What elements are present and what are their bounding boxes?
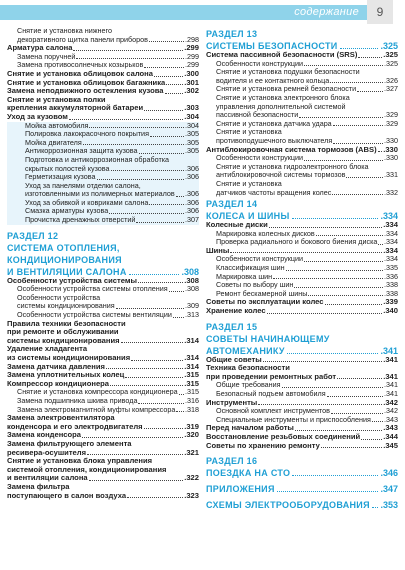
toc-section-heading[interactable] [7, 231, 199, 241]
toc-entry-title: Правила техники безопасности [7, 318, 126, 328]
toc-entry-title: Особенности конструкции [216, 254, 304, 264]
toc-dot-leader [176, 196, 184, 197]
toc-page-number: .329 [384, 118, 398, 128]
toc-page-number: .334 [384, 228, 398, 238]
toc-section-heading[interactable] [206, 500, 398, 510]
toc-dot-leader [82, 437, 183, 438]
toc-section-heading[interactable] [206, 29, 398, 39]
toc-page-number: .334 [383, 245, 398, 255]
toc-entry-title: скрытых полостей кузова [25, 163, 110, 173]
toc-dot-leader [378, 151, 383, 152]
toc-page-number: .304 [184, 111, 199, 121]
toc-entry-title: Смазка арматуры кузова [25, 206, 109, 216]
toc-entry-title: Безопасный подъем автомобиля [216, 389, 326, 398]
toc-page-number: .338 [384, 288, 398, 298]
toc-page-number: .315 [184, 370, 199, 380]
toc-dot-leader [138, 282, 183, 283]
toc-entry-title: Снятие и установка облицовок багажника [7, 77, 166, 87]
toc-dot-leader [287, 353, 379, 354]
toc-page-number: .302 [184, 86, 199, 96]
toc-entry-title: Колесные диски [206, 220, 268, 230]
toc-page-number: .320 [184, 430, 199, 440]
toc-page-number: .325 [380, 41, 398, 51]
toc-page-number: .330 [384, 153, 398, 163]
toc-dot-leader [89, 127, 184, 128]
toc-gap [7, 225, 199, 229]
toc-entry-title: Замена подшипника шкива привода [17, 395, 138, 405]
toc-entry-title: РАЗДЕЛ 12 [7, 230, 59, 241]
toc-entry-title: противоподушечного выключателя [216, 135, 333, 145]
toc-dot-leader [277, 491, 379, 492]
toc-page-number: .342 [383, 397, 398, 407]
toc-dot-leader [144, 428, 184, 429]
toc-gap [206, 494, 398, 498]
toc-entry-title: управления дополнительной системой [216, 101, 346, 111]
toc-dot-leader [87, 454, 183, 455]
toc-entry-title: Классификация шин [216, 263, 285, 273]
toc-page-number: .345 [383, 440, 398, 450]
toc-dot-leader [292, 218, 379, 219]
toc-page-number: .306 [185, 189, 199, 199]
toc-page-number: .329 [384, 110, 398, 120]
toc-entry-title: Замена уплотнительных колец [7, 370, 125, 380]
toc-entry[interactable] [206, 307, 398, 316]
header-title: содержание [294, 6, 359, 18]
toc-entry-title: Замена датчика давления [7, 361, 105, 371]
toc-dot-leader [69, 119, 183, 120]
toc-entry-title: Герметизация кузова [25, 172, 96, 182]
toc-page-number: .340 [383, 306, 398, 316]
toc-entry-title: Снятие и установка компрессора кондиционера [17, 387, 178, 397]
toc-entry-title: Инструменты [206, 397, 258, 407]
toc-entry-title: РАЗДЕЛ 15 [206, 321, 258, 332]
toc-section-heading[interactable] [7, 255, 199, 265]
toc-entry-title: Замена неподвижного остекления кузова [7, 86, 164, 96]
toc-dot-leader [144, 110, 183, 111]
toc-dot-leader [273, 278, 383, 279]
toc-page-number: .313 [185, 310, 199, 320]
toc-dot-leader [116, 308, 184, 309]
toc-entry-title: Шины [206, 245, 230, 255]
toc-dot-leader [258, 404, 382, 405]
toc-entry-title: Общие требования [216, 380, 281, 390]
toc-page-number: .308 [181, 266, 199, 277]
toc-entry-title: системы кондиционирования [7, 335, 120, 345]
toc-dot-leader [149, 204, 184, 205]
toc-dot-leader [230, 252, 382, 253]
toc-dot-leader [372, 507, 379, 508]
toc-dot-leader [121, 342, 184, 343]
toc-entry-title: Маркировка шин [216, 271, 273, 281]
toc-page-number: .347 [380, 484, 398, 495]
toc-page-number: .346 [380, 468, 398, 479]
toc-entry-title: СОВЕТЫ НАЧИНАЮЩЕМУ [206, 333, 330, 344]
toc-page-number: .332 [384, 187, 398, 197]
toc-dot-leader [150, 136, 184, 137]
toc-dot-leader [179, 394, 184, 395]
toc-page-number: .326 [384, 75, 398, 85]
toc-dot-leader [97, 179, 185, 180]
toc-page-number: .325 [383, 50, 398, 59]
toc-page-number: .335 [384, 263, 398, 273]
toc-page-number: .298 [185, 34, 199, 44]
toc-page-number: .331 [384, 170, 398, 180]
toc-dot-leader [282, 387, 383, 388]
toc-entry-title: Замена электромагнитной муфты компрессора [17, 404, 176, 414]
toc-entry-title: Снятие и установка [216, 178, 282, 188]
toc-page-number: .308 [184, 275, 199, 285]
toc-entry-title: КОНДИЦИОНИРОВАНИЯ [7, 254, 122, 265]
toc-entry-title: СИСТЕМЫ БЕЗОПАСНОСТИ [206, 41, 338, 51]
toc-dot-leader [176, 411, 184, 412]
toc-entry-title: системы кондиционирования [17, 301, 115, 311]
toc-page-number: .305 [185, 129, 199, 139]
toc-entry-title: Арматура салона [7, 43, 73, 53]
toc-entry-title: крепления аккумуляторной батареи [7, 103, 144, 113]
toc-entry-title: системой отопления, кондиционирования [7, 464, 167, 474]
toc-dot-leader [149, 41, 184, 42]
toc-entry-title: СИСТЕМА ОТОПЛЕНИЯ, [7, 242, 120, 253]
toc-dot-leader [372, 421, 383, 422]
toc-page-number: .338 [384, 280, 398, 290]
toc-page-number: .341 [380, 345, 398, 356]
toc-page-number: .344 [383, 431, 398, 441]
toc-dot-leader [111, 170, 184, 171]
toc-gap [206, 478, 398, 482]
toc-entry-title: Проверка радиального и бокового биения диска [216, 237, 378, 247]
toc-page-number: .308 [185, 284, 199, 294]
toc-entry-title: Особенности устройства системы отопления [17, 284, 168, 294]
toc-entry-title: Уход за обивкой и ковриками салона [25, 197, 149, 207]
toc-page-number: .300 [184, 68, 199, 78]
toc-entry-title: Советы по выбору шин [216, 280, 294, 290]
toc-entry-title: Восстановление резьбовых соединений [206, 431, 361, 441]
toc-entry-title: Маркировка колесных дисков [216, 228, 315, 238]
toc-entry-title: Мойка автомобиля [25, 120, 89, 130]
toc-section-heading[interactable] [7, 243, 199, 253]
toc-dot-leader [83, 144, 184, 145]
toc-dot-leader [131, 360, 183, 361]
toc-page-number: .339 [383, 297, 398, 307]
toc-section-heading[interactable] [206, 334, 398, 344]
toc-page-number: .299 [184, 43, 199, 53]
toc-dot-leader [294, 287, 383, 288]
toc-page-number: .299 [185, 60, 199, 70]
toc-page-number: .319 [184, 421, 199, 431]
toc-section-heading[interactable] [206, 468, 398, 478]
toc-page-number: .341 [383, 371, 398, 381]
toc-dot-leader [299, 117, 383, 118]
toc-dot-leader [346, 177, 383, 178]
toc-section-heading[interactable] [206, 199, 398, 209]
toc-dot-leader [295, 430, 382, 431]
toc-dot-leader [109, 213, 184, 214]
toc-dot-leader [321, 447, 382, 448]
toc-dot-leader [110, 385, 183, 386]
toc-entry-title: Общие советы [206, 354, 262, 364]
toc-entry-title: Мойка двигателя [25, 137, 82, 147]
toc-page-number: .314 [184, 361, 199, 371]
toc-entry-title: Снятие и установка электронного блока [216, 92, 350, 102]
toc-entry-title: и вентиляции салона [7, 473, 88, 483]
toc-entry-title: Замена электровентилятора [7, 413, 115, 423]
toc-dot-leader [89, 480, 184, 481]
toc-dot-leader [269, 227, 382, 228]
toc-page-number: .336 [384, 271, 398, 281]
toc-entry-title: Особенности устройства системы [7, 275, 137, 285]
toc-entry-title: Снятие и установка гидроэлектронного блока [216, 161, 369, 171]
toc-dot-leader [337, 378, 382, 379]
toc-page-number: .330 [383, 144, 398, 154]
toc-left-column [7, 27, 199, 500]
toc-entry-title: Специальные инструменты и приспособления [216, 414, 371, 424]
toc-entry-title: РАЗДЕЛ 14 [206, 199, 258, 210]
toc-page-number: .315 [185, 387, 199, 397]
toc-dot-leader [154, 76, 183, 77]
toc-right-column [206, 27, 398, 510]
toc-dot-leader [357, 91, 383, 92]
toc-entry-title: ресивера-осушителя [7, 447, 87, 457]
toc-page-number: .316 [185, 395, 199, 405]
toc-page-number: .303 [184, 103, 199, 113]
toc-page-number: .299 [185, 51, 199, 61]
toc-entry-title: Антикоррозионная защита кузова [25, 146, 138, 156]
toc-dot-leader [325, 304, 383, 305]
toc-section-heading[interactable] [206, 484, 398, 494]
toc-page-number: .314 [184, 335, 199, 345]
toc-entry-title: Снятие и установка блока управления [7, 456, 153, 466]
toc-page-number: .327 [384, 84, 398, 94]
toc-dot-leader [144, 67, 184, 68]
toc-page-number: .314 [184, 353, 199, 362]
toc-page-number: .341 [384, 380, 398, 390]
toc-page-number: .353 [380, 500, 398, 511]
toc-entry-title: Подготовка и антикоррозионная обработка [25, 154, 170, 164]
toc-entry-title: Компрессор кондиционера [7, 378, 110, 388]
toc-entry-title: Удаление хладагента [7, 344, 88, 354]
toc-dot-leader [139, 153, 184, 154]
toc-page-number: .323 [184, 490, 199, 500]
toc-entry-title: Уход за панелями отделки салона, [25, 180, 141, 190]
toc-dot-leader [304, 261, 383, 262]
toc-entry-title: Замена фильтра [7, 481, 70, 491]
toc-dot-leader [330, 82, 383, 83]
toc-page-number: .309 [185, 301, 199, 311]
page-number: 9 [367, 0, 393, 24]
toc-entry-title: датчиков частоты вращения колес [216, 187, 332, 197]
toc-entry-title: Хранение колес [206, 306, 266, 316]
toc-page-number: .322 [184, 473, 199, 483]
toc-entry-title: Особенности конструкции [216, 153, 304, 163]
toc-entry-title: Снятие и установка [216, 127, 282, 137]
toc-dot-leader [173, 317, 184, 318]
toc-page-number: .307 [185, 215, 199, 225]
toc-entry-title: ПРИЛОЖЕНИЯ [206, 484, 275, 495]
toc-entry[interactable] [206, 189, 398, 198]
toc-section-heading[interactable] [206, 456, 398, 466]
toc-dot-leader [106, 368, 183, 369]
toc-dot-leader [73, 50, 183, 51]
toc-entry-title: Особенности устройства системы вентиляции [17, 310, 172, 320]
toc-entry-title: антиблокировочной системы тормозов [216, 170, 346, 180]
toc-page-number: .330 [384, 135, 398, 145]
toc-entry-title: при ремонте и обслуживании [7, 327, 119, 337]
toc-dot-leader [308, 295, 383, 296]
toc-entry-title: Система пассивной безопасности (SRS) [206, 50, 358, 59]
toc-page-number: .334 [384, 237, 398, 247]
toc-dot-leader [333, 125, 383, 126]
toc-page-number: .343 [383, 423, 398, 433]
toc-entry-title: из системы кондиционирования [7, 353, 131, 362]
toc-entry-title: РАЗДЕЛ 13 [206, 29, 258, 39]
toc-page-number: .305 [185, 137, 199, 147]
toc-page-number: .321 [184, 447, 199, 457]
toc-dot-leader [127, 497, 183, 498]
toc-entry-title: Замена поручней [17, 51, 76, 61]
toc-entry-title: РАЗДЕЛ 16 [206, 456, 258, 467]
toc-page-number: .306 [185, 163, 199, 173]
toc-entry-title: водителя и ее контактного кольца [216, 75, 330, 85]
toc-entry-title: Основной комплект инструментов [216, 406, 330, 416]
toc-dot-leader [358, 57, 382, 58]
toc-dot-leader [125, 377, 183, 378]
toc-page-number: .318 [185, 404, 199, 414]
toc-entry-title: Техника безопасности [206, 363, 290, 373]
toc-entry-title: Особенности устройства [17, 292, 101, 302]
toc-entry-title: Снятие и установка облицовок салона [7, 68, 153, 78]
toc-entry-title: Особенности конструкции [216, 58, 304, 68]
toc-entry-title: Советы по эксплуатации колес [206, 297, 324, 307]
toc-gap [206, 316, 398, 320]
toc-dot-leader [304, 160, 383, 161]
toc-dot-leader [378, 244, 383, 245]
toc-entry-title: Снятие и установка полки [7, 94, 106, 104]
toc-entry-title: Антиблокировочная система тормозов (ABS) [206, 144, 377, 154]
toc-entry-title: АВТОМЕХАНИКУ [206, 345, 285, 356]
toc-entry-title: Снятие и установка датчика удара [216, 118, 332, 128]
toc-entry-title: конденсора и его электродвигателя [7, 421, 143, 431]
toc-dot-leader [76, 58, 184, 59]
toc-page-number: .304 [185, 120, 199, 130]
toc-dot-leader [136, 222, 184, 223]
toc-entry-title: пассивной безопасности [216, 110, 299, 120]
toc-page-number: .325 [384, 58, 398, 68]
toc-dot-leader [292, 475, 378, 476]
toc-dot-leader [169, 291, 184, 292]
toc-page-number: .306 [185, 206, 199, 216]
toc-entry-title: поступающего в салон воздуха [7, 490, 127, 500]
toc-dot-leader [267, 313, 383, 314]
toc-entry-title: Ремонт бескамерной шины [216, 288, 308, 298]
toc-page-number: .341 [383, 354, 398, 364]
toc-entry-title: Советы по хранению ремонту [206, 440, 320, 450]
toc-dot-leader [316, 235, 383, 236]
toc-entry-title: Снятие и установка ремней безопасности [216, 84, 357, 94]
toc-page-number: .306 [185, 197, 199, 207]
toc-gap [206, 450, 398, 454]
toc-page-number: .306 [185, 172, 199, 182]
toc-entry-title: при проведении ремонтных работ [206, 371, 337, 381]
toc-dot-leader [138, 403, 184, 404]
toc-entry[interactable] [7, 216, 199, 225]
toc-entry-title: Уход за кузовом [7, 111, 68, 121]
toc-entry-title: Прочистка дренажных отверстий [25, 215, 136, 225]
toc-entry-title: изготовленными из полимерных материалов [25, 189, 175, 199]
toc-page-number: .305 [185, 146, 199, 156]
toc-dot-leader [333, 143, 383, 144]
toc-entry-title: КОЛЕСА И ШИНЫ [206, 211, 290, 222]
toc-dot-leader [165, 93, 184, 94]
toc-page-number: .334 [383, 220, 398, 230]
toc-entry[interactable] [7, 492, 199, 501]
toc-entry-title: Перед началом работы [206, 423, 294, 433]
toc-section-heading[interactable] [206, 322, 398, 332]
toc-dot-leader [331, 413, 383, 414]
toc-dot-leader [332, 194, 383, 195]
toc-page-number: .334 [384, 254, 398, 264]
toc-entry-title: Замена конденсора [7, 430, 82, 440]
toc-dot-leader [166, 84, 183, 85]
toc-dot-leader [286, 270, 383, 271]
toc-page-number: .342 [384, 406, 398, 416]
toc-entry-title: Полировка лакокрасочного покрытия [25, 129, 149, 139]
toc-entry-title: СХЕМЫ ЭЛЕКТРООБОРУДОВАНИЯ [206, 500, 370, 511]
toc-dot-leader [304, 65, 383, 66]
toc-dot-leader [129, 274, 180, 275]
toc-entry-title: декоративного щитка панели приборов [17, 34, 148, 44]
toc-entry-title: Замена противосолнечных козырьков [17, 60, 144, 70]
toc-entry-title: Снятие и установка нижнего [17, 26, 112, 35]
toc-dot-leader [327, 396, 383, 397]
toc-page-number: .301 [184, 77, 199, 87]
page-header [0, 0, 405, 24]
toc-page-number: .334 [380, 211, 398, 222]
toc-page-number: .341 [384, 389, 398, 398]
toc-entry[interactable] [206, 442, 398, 451]
toc-dot-leader [340, 48, 379, 49]
toc-entry-title: ПОЕЗДКА НА СТО [206, 468, 291, 479]
toc-entry-title: Снятие и установка подушки безопасности [216, 67, 360, 77]
toc-page-number: .343 [384, 414, 398, 424]
toc-dot-leader [361, 439, 382, 440]
toc-entry-title: Замена фильтрующего элемента [7, 438, 132, 448]
toc-dot-leader [263, 361, 382, 362]
toc-page-number: .315 [184, 378, 199, 388]
toc-entry-title: И ВЕНТИЛЯЦИИ САЛОНА [7, 266, 127, 277]
toc-entry[interactable] [206, 238, 398, 247]
